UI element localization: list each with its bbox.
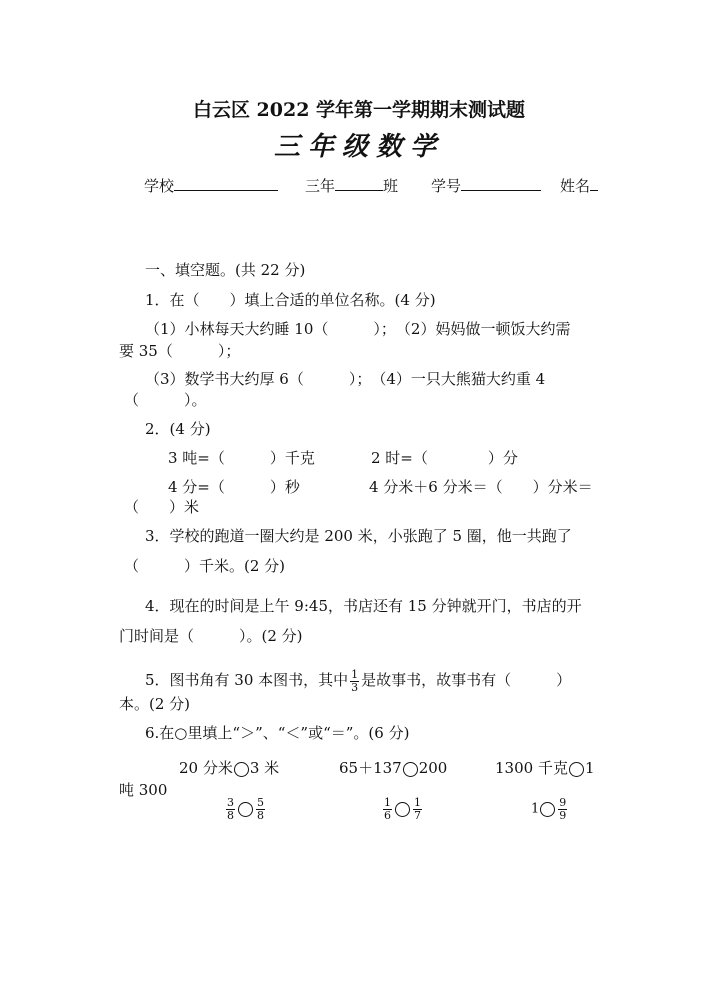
f1-right-num: 5 <box>257 796 264 809</box>
q6-compare-3 <box>495 761 595 777</box>
c1-right: 3 米 <box>249 759 280 777</box>
f1-right-frac <box>256 797 265 821</box>
q4-line1: 4．现在的时间是上午 9:45，书店还有 15 分钟就开门，书店的开 <box>145 597 582 615</box>
number-field <box>431 177 541 194</box>
c3-right: 1 <box>584 759 595 777</box>
q6-fraction-compare-1 <box>224 797 267 821</box>
f2-right-num: 1 <box>414 796 421 809</box>
exam-title: 白云区 2022 学年第一学期期末测试题 <box>192 99 526 121</box>
f1-left-num: 3 <box>227 796 234 809</box>
q2-d: 4 分米＋6 分米＝（ ）分米＝ <box>369 478 593 496</box>
q2-b: 2 时=（ ）分 <box>371 449 518 467</box>
school-label: 学校 <box>144 177 175 195</box>
compare-circle-icon[interactable] <box>238 802 253 817</box>
f3-right-num: 9 <box>559 796 567 809</box>
c2-left: 65＋137 <box>339 759 402 777</box>
f2-left-frac <box>383 797 392 821</box>
compare-circle-icon[interactable] <box>395 802 410 817</box>
q2-stem: 2．(4 分) <box>145 420 211 438</box>
q5-text-post: 是故事书，故事书有（ ） <box>361 671 572 690</box>
number-blank[interactable] <box>461 177 541 191</box>
compare-circle-icon[interactable] <box>569 762 584 777</box>
q6-compare-2 <box>339 761 447 777</box>
name-label: 姓名 <box>560 177 591 195</box>
q1-line4: （ ）。 <box>124 391 207 409</box>
q6-compare-1 <box>179 761 279 777</box>
q5-line2: 本。(2 分) <box>119 695 191 713</box>
q2-e: （ ）米 <box>124 498 200 516</box>
c3-left: 1300 千克 <box>495 759 568 777</box>
q1-line3: （3）数学书大约厚 6（ ）； （4）一只大熊猫大约重 4 <box>145 370 546 388</box>
q5-fraction <box>350 669 359 693</box>
f1-left-frac <box>226 797 235 821</box>
f2-left-den: 6 <box>384 808 391 822</box>
q6-stem: 6.在○里填上“＞”、“＜”或“＝”。(6 分) <box>145 724 410 742</box>
f2-right-frac <box>413 797 422 821</box>
grade-label: 三年 <box>305 177 336 195</box>
f3-left-whole: 1 <box>531 801 540 817</box>
name-field <box>560 177 598 194</box>
q2-c: 4 分=（ ）秒 <box>168 478 300 496</box>
q5-frac-num: 1 <box>351 668 359 681</box>
school-blank[interactable] <box>174 177 278 191</box>
compare-circle-icon[interactable] <box>234 762 249 777</box>
c1-left: 20 分米 <box>179 759 233 777</box>
class-field <box>305 177 398 194</box>
q5-frac-den: 3 <box>351 680 359 694</box>
name-blank[interactable] <box>590 177 598 191</box>
q1-line2: 要 35（ ）； <box>119 342 241 360</box>
f2-left-num: 1 <box>384 796 391 809</box>
q5-text-pre: 5．图书角有 30 本图书，其中 <box>145 671 349 690</box>
exam-subtitle: 三年级数学 <box>273 132 444 162</box>
compare-circle-icon[interactable] <box>403 762 418 777</box>
q4-line2: 门时间是（ ）。(2 分) <box>119 627 303 645</box>
f2-right-den: 7 <box>414 808 421 822</box>
q6-fraction-compare-3 <box>531 797 569 821</box>
q3-line1: 3．学校的跑道一圈大约是 200 米，小张跑了 5 圈，他一共跑了 <box>145 527 572 545</box>
q5-line1 <box>145 669 571 693</box>
q2-a: 3 吨=（ ）千克 <box>168 449 315 467</box>
q1-stem: 1．在（ ）填上合适的单位名称。(4 分) <box>145 291 436 309</box>
school-field <box>144 177 278 194</box>
f1-left-den: 8 <box>227 808 234 822</box>
q1-line1: （1）小林每天大约睡 10（ ）； （2）妈妈做一顿饭大约需 <box>145 320 571 338</box>
section-heading: 一、填空题。(共 22 分) <box>145 261 306 279</box>
f3-right-den: 9 <box>559 808 567 822</box>
number-label: 学号 <box>431 177 462 195</box>
q3-line2: （ ）千米。(2 分) <box>124 557 286 575</box>
f1-right-den: 8 <box>257 808 264 822</box>
class-label: 班 <box>383 177 399 195</box>
q6-fraction-compare-2 <box>381 797 424 821</box>
compare-circle-icon[interactable] <box>540 802 555 817</box>
f3-right-frac <box>558 797 567 821</box>
c2-right: 200 <box>418 759 448 777</box>
class-blank[interactable] <box>335 177 383 191</box>
q6-compare-3-cont: 吨 300 <box>119 781 168 799</box>
